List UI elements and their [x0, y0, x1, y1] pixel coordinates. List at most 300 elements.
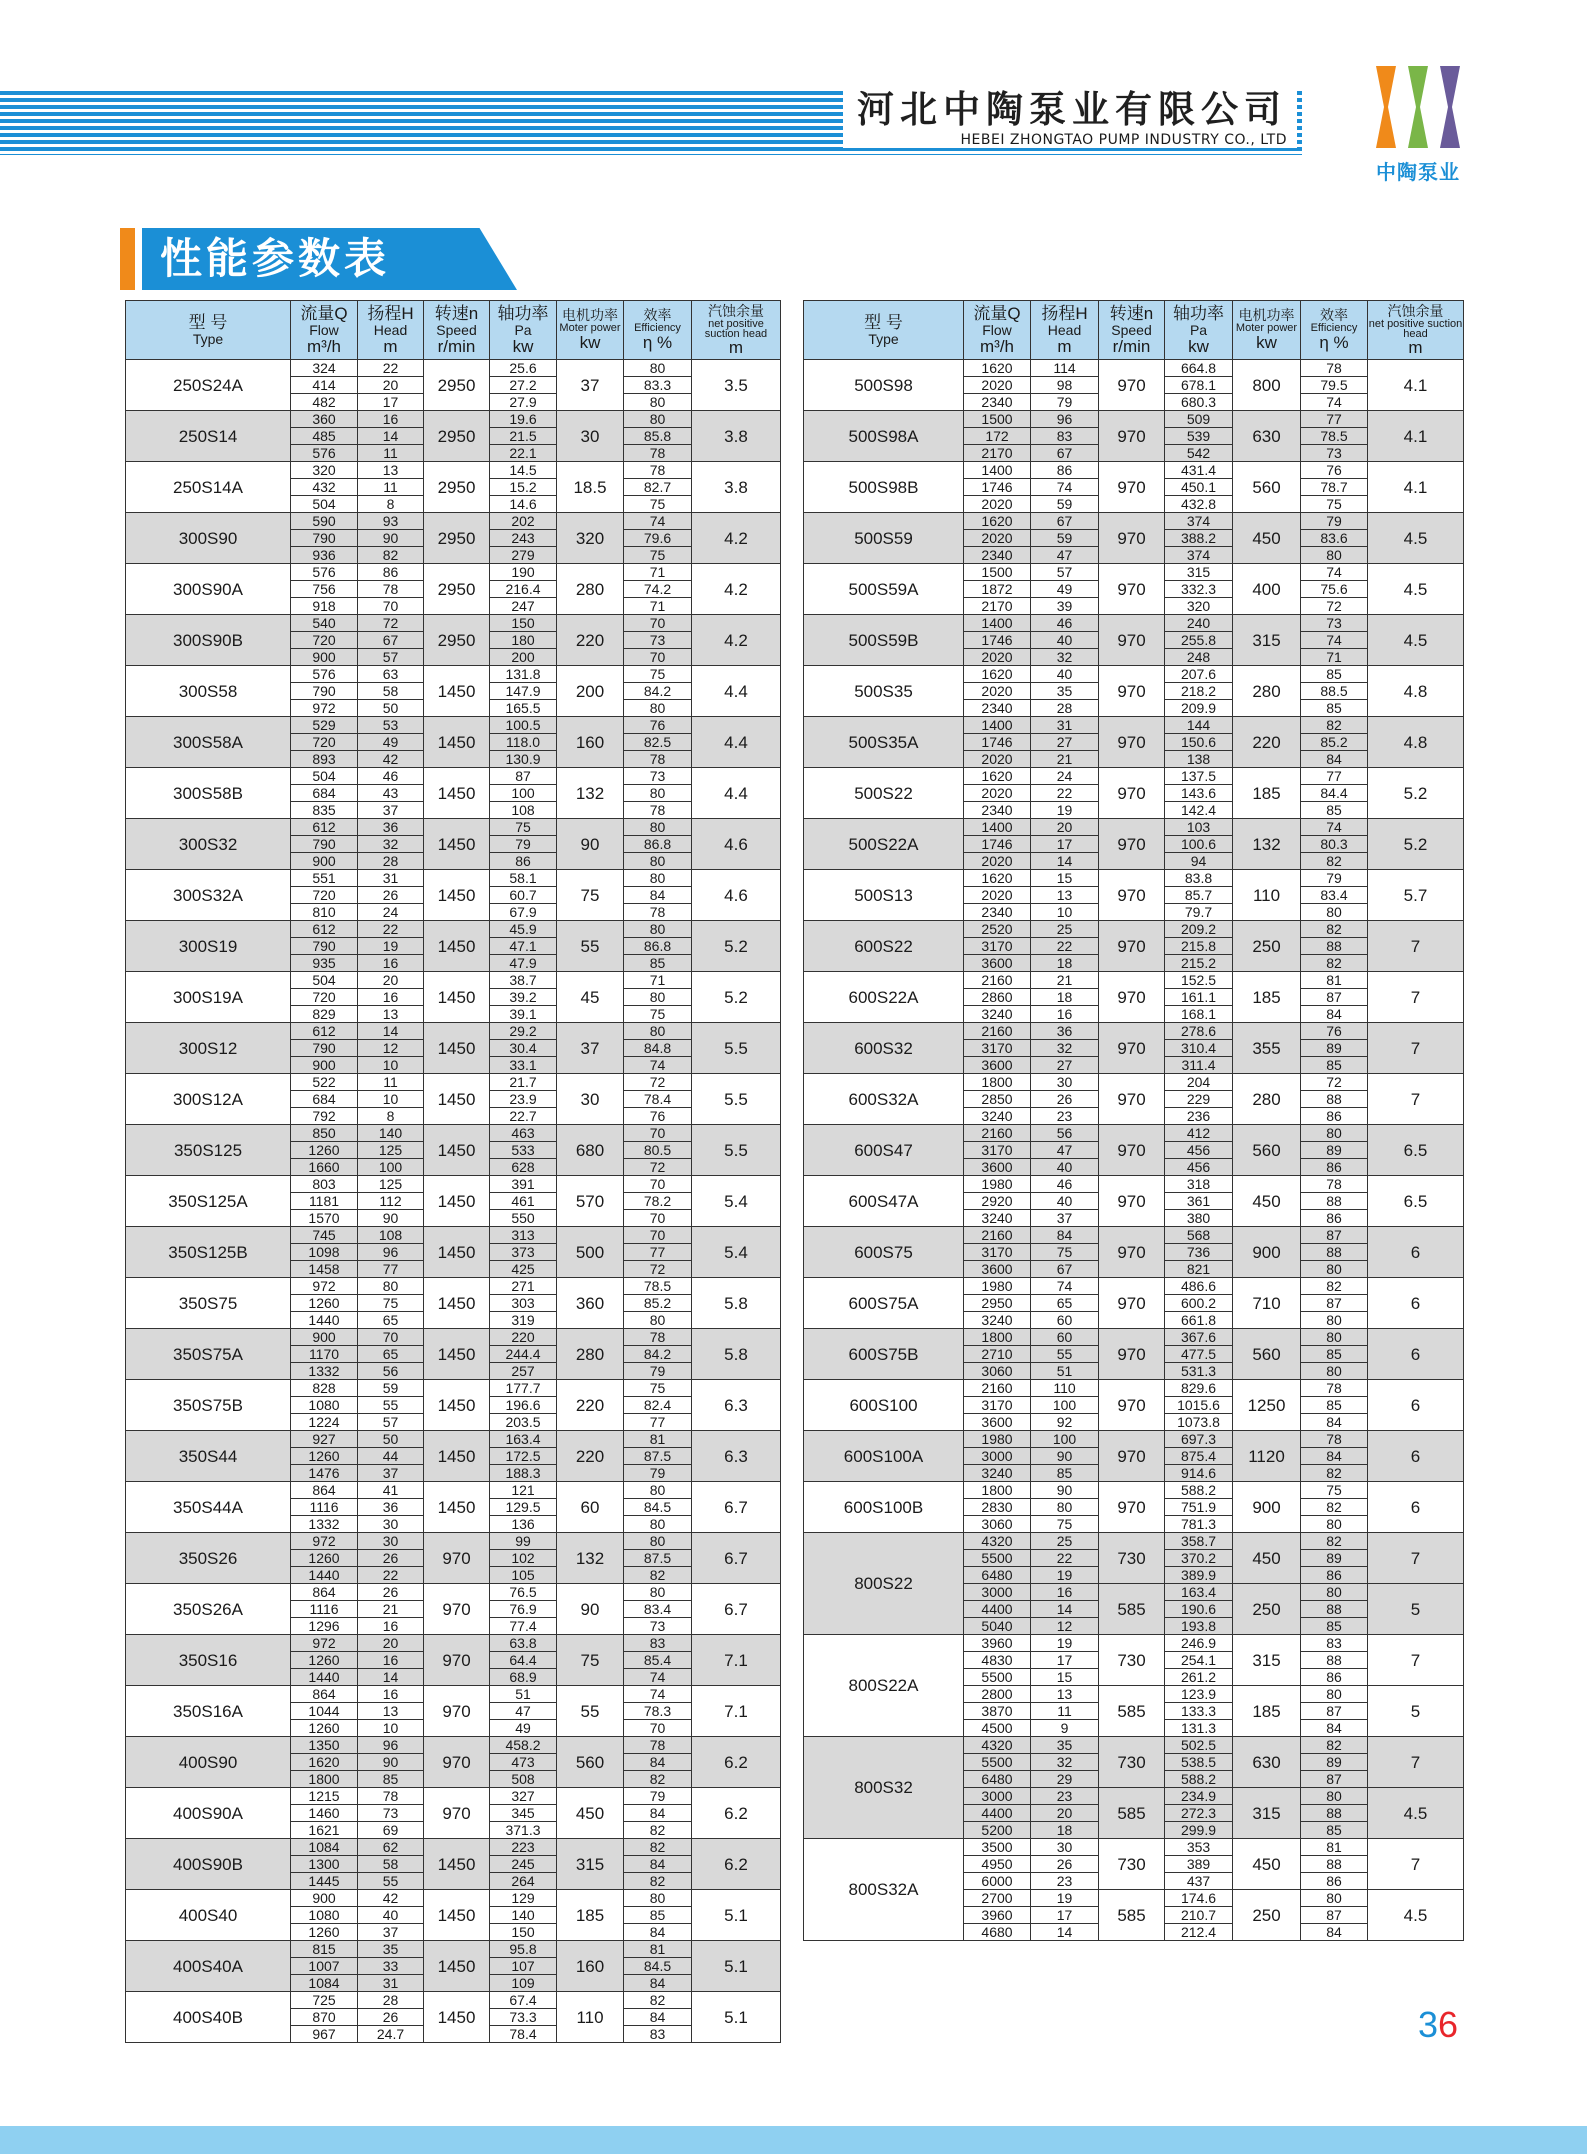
table-cell: 250S14 — [126, 411, 291, 462]
table-cell: 17 — [1031, 836, 1099, 853]
table-cell: 200 — [490, 649, 557, 666]
table-cell: 720 — [291, 734, 358, 751]
table-cell: 132 — [557, 1533, 624, 1584]
table-cell: 389 — [1165, 1856, 1233, 1873]
table-cell: 82 — [1301, 1465, 1368, 1482]
table-row — [126, 513, 781, 530]
table-cell: 970 — [1099, 972, 1165, 1023]
table-cell: 15 — [1031, 870, 1099, 887]
table-cell: 828 — [291, 1380, 358, 1397]
table-cell: 600S32 — [804, 1023, 964, 1074]
table-cell: 972 — [291, 1533, 358, 1550]
table-cell: 71 — [624, 598, 692, 615]
table-cell: 539 — [1165, 428, 1233, 445]
table-cell: 20 — [358, 1635, 424, 1652]
table-cell: 86 — [1301, 1669, 1368, 1686]
table-cell: 78 — [1301, 1380, 1368, 1397]
table-cell: 21 — [358, 1601, 424, 1618]
header-unit: m³/h — [980, 336, 1014, 356]
table-cell: 80 — [1301, 1890, 1368, 1907]
table-cell: 75 — [624, 666, 692, 683]
table-row — [126, 1431, 781, 1448]
table-cell: 3000 — [964, 1448, 1031, 1465]
table-cell: 96 — [1031, 411, 1099, 428]
header-cn: 流量Q — [300, 303, 348, 323]
header-unit: m — [728, 337, 744, 357]
table-cell: 4.8 — [1368, 666, 1464, 717]
table-cell: 215.8 — [1165, 938, 1233, 955]
header-cn: 转速n — [434, 303, 479, 323]
table-cell: 125 — [358, 1142, 424, 1159]
table-cell: 1450 — [424, 1431, 490, 1482]
table-cell: 84.5 — [624, 1958, 692, 1975]
table-cell: 3870 — [964, 1703, 1031, 1720]
table-cell: 87.5 — [624, 1550, 692, 1567]
table-cell: 730 — [1099, 1533, 1165, 1584]
table-cell: 110 — [1233, 870, 1301, 921]
table-cell: 85.2 — [1301, 734, 1368, 751]
table-cell: 143.6 — [1165, 785, 1233, 802]
table-cell: 280 — [557, 1329, 624, 1380]
table-row — [804, 1227, 1464, 1244]
company-header — [843, 88, 1297, 148]
table-cell: 220 — [490, 1329, 557, 1346]
table-cell: 40 — [1031, 1193, 1099, 1210]
table-cell: 85 — [624, 955, 692, 972]
table-cell: 223 — [490, 1839, 557, 1856]
table-cell: 970 — [424, 1584, 490, 1635]
table-row — [804, 1533, 1464, 1550]
table-cell: 25 — [1031, 1533, 1099, 1550]
table-cell: 30 — [358, 1533, 424, 1550]
table-cell: 14.5 — [490, 462, 557, 479]
table-cell: 1450 — [424, 1482, 490, 1533]
table-cell: 482 — [291, 394, 358, 411]
table-cell: 4.2 — [692, 513, 781, 564]
table-cell: 1450 — [424, 1380, 490, 1431]
header-cell — [358, 301, 424, 360]
table-cell: 315 — [1233, 1635, 1301, 1686]
table-row — [126, 717, 781, 734]
table-cell: 1073.8 — [1165, 1414, 1233, 1431]
table-cell: 4.1 — [1368, 462, 1464, 513]
performance-table-right — [803, 300, 1464, 1941]
table-cell: 107 — [490, 1958, 557, 1975]
table-cell: 87.5 — [624, 1448, 692, 1465]
table-cell: 3600 — [964, 955, 1031, 972]
table-cell: 588.2 — [1165, 1482, 1233, 1499]
table-cell: 350S75 — [126, 1278, 291, 1329]
table-cell: 300S19 — [126, 921, 291, 972]
table-cell: 76 — [624, 717, 692, 734]
header-cell — [624, 301, 692, 360]
table-cell: 78 — [624, 462, 692, 479]
table-cell: 86 — [490, 853, 557, 870]
table-cell: 684 — [291, 1091, 358, 1108]
table-cell: 6.7 — [692, 1482, 781, 1533]
header-cn: 效率 — [1320, 307, 1348, 323]
header-en: Moter power — [559, 322, 621, 334]
table-cell: 1440 — [291, 1312, 358, 1329]
table-cell: 1260 — [291, 1720, 358, 1737]
table-cell: 89 — [1301, 1550, 1368, 1567]
table-cell: 970 — [1099, 717, 1165, 768]
table-row — [126, 615, 781, 632]
table-cell: 24 — [1031, 768, 1099, 785]
table-cell: 19 — [1031, 1635, 1099, 1652]
table-cell: 412 — [1165, 1125, 1233, 1142]
header-cn: 轴功率 — [497, 303, 549, 323]
table-cell: 36 — [358, 1499, 424, 1516]
table-cell: 1460 — [291, 1805, 358, 1822]
table-cell: 19 — [1031, 802, 1099, 819]
table-cell: 414 — [291, 377, 358, 394]
header-cell — [692, 301, 781, 360]
table-cell: 39.2 — [490, 989, 557, 1006]
table-cell: 80 — [1301, 1788, 1368, 1805]
table-cell: 105 — [490, 1567, 557, 1584]
table-cell: 193.8 — [1165, 1618, 1233, 1635]
table-cell: 172.5 — [490, 1448, 557, 1465]
table-cell: 27 — [1031, 734, 1099, 751]
table-cell: 1015.6 — [1165, 1397, 1233, 1414]
table-cell: 5.5 — [692, 1074, 781, 1125]
table-cell: 47.1 — [490, 938, 557, 955]
table-cell: 2950 — [424, 360, 490, 411]
table-cell: 87 — [1301, 989, 1368, 1006]
table-cell: 458.2 — [490, 1737, 557, 1754]
table-cell: 103 — [1165, 819, 1233, 836]
table-row — [126, 564, 781, 581]
table-cell: 44 — [358, 1448, 424, 1465]
table-cell: 88 — [1301, 938, 1368, 955]
table-cell: 2950 — [424, 615, 490, 666]
table-cell: 85.2 — [624, 1295, 692, 1312]
table-cell: 1450 — [424, 819, 490, 870]
table-cell: 80 — [1301, 1686, 1368, 1703]
table-cell: 425 — [490, 1261, 557, 1278]
table-cell: 16 — [358, 411, 424, 428]
table-cell: 73 — [624, 768, 692, 785]
table-cell: 140 — [358, 1125, 424, 1142]
table-cell: 17 — [1031, 1652, 1099, 1669]
table-cell: 508 — [490, 1771, 557, 1788]
table-cell: 90 — [557, 819, 624, 870]
table-cell: 3.5 — [692, 360, 781, 411]
table-cell: 108 — [490, 802, 557, 819]
table-cell: 970 — [1099, 1482, 1165, 1533]
table-cell: 1120 — [1233, 1431, 1301, 1482]
table-cell: 80 — [1301, 1363, 1368, 1380]
table-cell: 23 — [1031, 1788, 1099, 1805]
table-cell: 80 — [624, 1482, 692, 1499]
table-cell: 315 — [1233, 1788, 1301, 1839]
table-cell: 800S22A — [804, 1635, 964, 1737]
table-cell: 84 — [624, 887, 692, 904]
table-cell: 432 — [291, 479, 358, 496]
table-cell: 500S13 — [804, 870, 964, 921]
table-row — [804, 1482, 1464, 1499]
table-cell: 1116 — [291, 1499, 358, 1516]
table-cell: 970 — [1099, 870, 1165, 921]
table-cell: 11 — [358, 445, 424, 462]
table-cell: 6.7 — [692, 1584, 781, 1635]
table-row — [126, 1941, 781, 1958]
table-cell: 88 — [1301, 1652, 1368, 1669]
table-cell: 72 — [1301, 598, 1368, 615]
table-cell: 5500 — [964, 1754, 1031, 1771]
table-cell: 2860 — [964, 989, 1031, 1006]
table-cell: 22 — [358, 1567, 424, 1584]
table-cell: 16 — [1031, 1584, 1099, 1601]
table-cell: 49 — [1031, 581, 1099, 598]
table-cell: 279 — [490, 547, 557, 564]
table-cell: 85 — [1301, 1822, 1368, 1839]
table-cell: 2170 — [964, 445, 1031, 462]
table-cell: 560 — [1233, 1329, 1301, 1380]
table-cell: 75 — [490, 819, 557, 836]
table-cell: 6000 — [964, 1873, 1031, 1890]
table-cell: 40 — [1031, 632, 1099, 649]
header-unit: η % — [1319, 333, 1349, 352]
table-cell: 77 — [1301, 411, 1368, 428]
table-cell: 461 — [490, 1193, 557, 1210]
table-cell: 12 — [358, 1040, 424, 1057]
table-cell: 77.4 — [490, 1618, 557, 1635]
table-cell: 5200 — [964, 1822, 1031, 1839]
table-cell: 400S40B — [126, 1992, 291, 2043]
table-cell: 300S12 — [126, 1023, 291, 1074]
table-cell: 129 — [490, 1890, 557, 1907]
table-cell: 76 — [1301, 1023, 1368, 1040]
table-cell: 55 — [557, 1686, 624, 1737]
table-cell: 299.9 — [1165, 1822, 1233, 1839]
table-cell: 16 — [358, 1618, 424, 1635]
table-cell: 6.7 — [692, 1533, 781, 1584]
table-cell: 161.1 — [1165, 989, 1233, 1006]
table-row — [804, 666, 1464, 683]
table-cell: 2020 — [964, 785, 1031, 802]
table-cell: 628 — [490, 1159, 557, 1176]
table-cell: 3170 — [964, 1244, 1031, 1261]
table-cell: 132 — [557, 768, 624, 819]
table-cell: 19.6 — [490, 411, 557, 428]
table-cell: 60.7 — [490, 887, 557, 904]
table-cell: 280 — [557, 564, 624, 615]
section-title: 性能参数表 — [160, 234, 391, 283]
table-cell: 1980 — [964, 1278, 1031, 1295]
table-cell: 70 — [624, 615, 692, 632]
table-cell: 1332 — [291, 1363, 358, 1380]
table-row — [804, 462, 1464, 479]
table-cell: 30 — [1031, 1839, 1099, 1856]
table-cell: 84 — [1301, 1414, 1368, 1431]
table-cell: 16 — [358, 989, 424, 1006]
table-cell: 600S100B — [804, 1482, 964, 1533]
table-cell: 261.2 — [1165, 1669, 1233, 1686]
table-cell: 970 — [1099, 1023, 1165, 1074]
table-cell: 437 — [1165, 1873, 1233, 1890]
table-cell: 14.6 — [490, 496, 557, 513]
table-cell: 56 — [1031, 1125, 1099, 1142]
table-cell: 82 — [1301, 1499, 1368, 1516]
table-cell: 92 — [1031, 1414, 1099, 1431]
table-row — [126, 1635, 781, 1652]
table-cell: 800 — [1233, 360, 1301, 411]
table-cell: 74 — [624, 1686, 692, 1703]
header-en: Moter power — [1235, 322, 1298, 334]
table-cell: 100 — [1031, 1431, 1099, 1448]
table-cell: 3060 — [964, 1516, 1031, 1533]
table-cell: 86 — [1301, 1159, 1368, 1176]
table-cell: 78.5 — [1301, 428, 1368, 445]
table-cell: 1620 — [964, 870, 1031, 887]
table-cell: 1044 — [291, 1703, 358, 1720]
table-cell: 5040 — [964, 1618, 1031, 1635]
table-cell: 89 — [1301, 1142, 1368, 1159]
table-cell: 4.4 — [692, 768, 781, 819]
table-cell: 790 — [291, 836, 358, 853]
header-unit: η % — [642, 333, 673, 352]
table-cell: 540 — [291, 615, 358, 632]
table-cell: 361 — [1165, 1193, 1233, 1210]
table-cell: 6.5 — [1368, 1176, 1464, 1227]
table-cell: 970 — [1099, 1176, 1165, 1227]
table-cell: 86 — [1301, 1210, 1368, 1227]
table-cell: 3600 — [964, 1414, 1031, 1431]
table-cell: 538.5 — [1165, 1754, 1233, 1771]
table-row — [126, 1023, 781, 1040]
table-cell: 371.3 — [490, 1822, 557, 1839]
table-cell: 3240 — [964, 1006, 1031, 1023]
header-unit: m — [1408, 337, 1423, 357]
table-cell: 140 — [490, 1907, 557, 1924]
table-cell: 185 — [1233, 768, 1301, 819]
table-cell: 74 — [1301, 632, 1368, 649]
table-cell: 51 — [490, 1686, 557, 1703]
table-cell: 20 — [1031, 1805, 1099, 1822]
table-cell: 7 — [1368, 1533, 1464, 1584]
table-cell: 47.9 — [490, 955, 557, 972]
table-cell: 8 — [358, 496, 424, 513]
table-cell: 37 — [557, 1023, 624, 1074]
table-cell: 350S26A — [126, 1584, 291, 1635]
table-cell: 1215 — [291, 1788, 358, 1805]
table-cell: 177.7 — [490, 1380, 557, 1397]
table-cell: 79 — [1301, 513, 1368, 530]
table-row — [126, 1992, 781, 2009]
table-cell: 542 — [1165, 445, 1233, 462]
table-cell: 100 — [1031, 1397, 1099, 1414]
table-cell: 2340 — [964, 802, 1031, 819]
header-cn: 型 号 — [188, 312, 228, 332]
table-cell: 255.8 — [1165, 632, 1233, 649]
table-cell: 6 — [1368, 1278, 1464, 1329]
table-cell: 125 — [358, 1176, 424, 1193]
table-cell: 463 — [490, 1125, 557, 1142]
table-cell: 246.9 — [1165, 1635, 1233, 1652]
table-row — [804, 717, 1464, 734]
table-cell: 89 — [1301, 1754, 1368, 1771]
table-cell: 94 — [1165, 853, 1233, 870]
table-cell: 30.4 — [490, 1040, 557, 1057]
table-cell: 72 — [624, 1261, 692, 1278]
table-cell: 15 — [1031, 1669, 1099, 1686]
table-cell: 7 — [1368, 1074, 1464, 1125]
table-cell: 70 — [624, 1720, 692, 1737]
table-cell: 970 — [1099, 462, 1165, 513]
table-cell: 2160 — [964, 1380, 1031, 1397]
table-cell: 630 — [1233, 411, 1301, 462]
table-cell: 67.9 — [490, 904, 557, 921]
table-cell: 2340 — [964, 394, 1031, 411]
table-cell: 664.8 — [1165, 360, 1233, 377]
header-unit: kw — [512, 336, 534, 356]
table-cell: 82 — [1301, 717, 1368, 734]
table-cell: 79.5 — [1301, 377, 1368, 394]
table-cell: 74 — [1031, 479, 1099, 496]
table-cell: 100.5 — [490, 717, 557, 734]
table-cell: 2920 — [964, 1193, 1031, 1210]
table-cell: 504 — [291, 768, 358, 785]
table-header-row — [804, 301, 1464, 360]
table-cell: 388.2 — [1165, 530, 1233, 547]
table-cell: 3240 — [964, 1312, 1031, 1329]
header-cn: 转速n — [1109, 303, 1154, 323]
table-cell: 4.6 — [692, 819, 781, 870]
table-cell: 264 — [490, 1873, 557, 1890]
table-cell: 1400 — [964, 615, 1031, 632]
table-cell: 110 — [557, 1992, 624, 2043]
table-cell: 88 — [1301, 1193, 1368, 1210]
table-cell: 65 — [1031, 1295, 1099, 1312]
table-row — [126, 1176, 781, 1193]
table-cell: 131.8 — [490, 666, 557, 683]
table-cell: 70 — [624, 1227, 692, 1244]
table-cell: 327 — [490, 1788, 557, 1805]
table-cell: 900 — [291, 853, 358, 870]
table-cell: 16 — [358, 1652, 424, 1669]
table-cell: 83 — [624, 2026, 692, 2043]
table-cell: 1450 — [424, 1074, 490, 1125]
table-cell: 32 — [1031, 1040, 1099, 1057]
table-cell: 2160 — [964, 1125, 1031, 1142]
table-cell: 82 — [1301, 921, 1368, 938]
table-cell: 355 — [1233, 1023, 1301, 1074]
table-cell: 35 — [358, 1941, 424, 1958]
table-cell: 320 — [291, 462, 358, 479]
footer-bar — [0, 2126, 1587, 2154]
header-en: Type — [192, 330, 224, 347]
table-cell: 970 — [1099, 1431, 1165, 1482]
table-cell: 71 — [624, 972, 692, 989]
table-cell: 970 — [424, 1686, 490, 1737]
table-cell: 1620 — [964, 666, 1031, 683]
table-cell: 85 — [1301, 666, 1368, 683]
table-cell: 450 — [1233, 1533, 1301, 1584]
table-cell: 2020 — [964, 751, 1031, 768]
table-cell: 58 — [358, 1856, 424, 1873]
table-cell: 875.4 — [1165, 1448, 1233, 1465]
table-cell: 87 — [1301, 1703, 1368, 1720]
table-cell: 5.2 — [1368, 819, 1464, 870]
table-cell: 6 — [1368, 1431, 1464, 1482]
table-cell: 1450 — [424, 1839, 490, 1890]
table-cell: 4320 — [964, 1533, 1031, 1550]
table-cell: 85.7 — [1165, 887, 1233, 904]
table-cell: 14 — [1031, 1924, 1099, 1941]
table-cell: 84 — [1301, 1924, 1368, 1941]
